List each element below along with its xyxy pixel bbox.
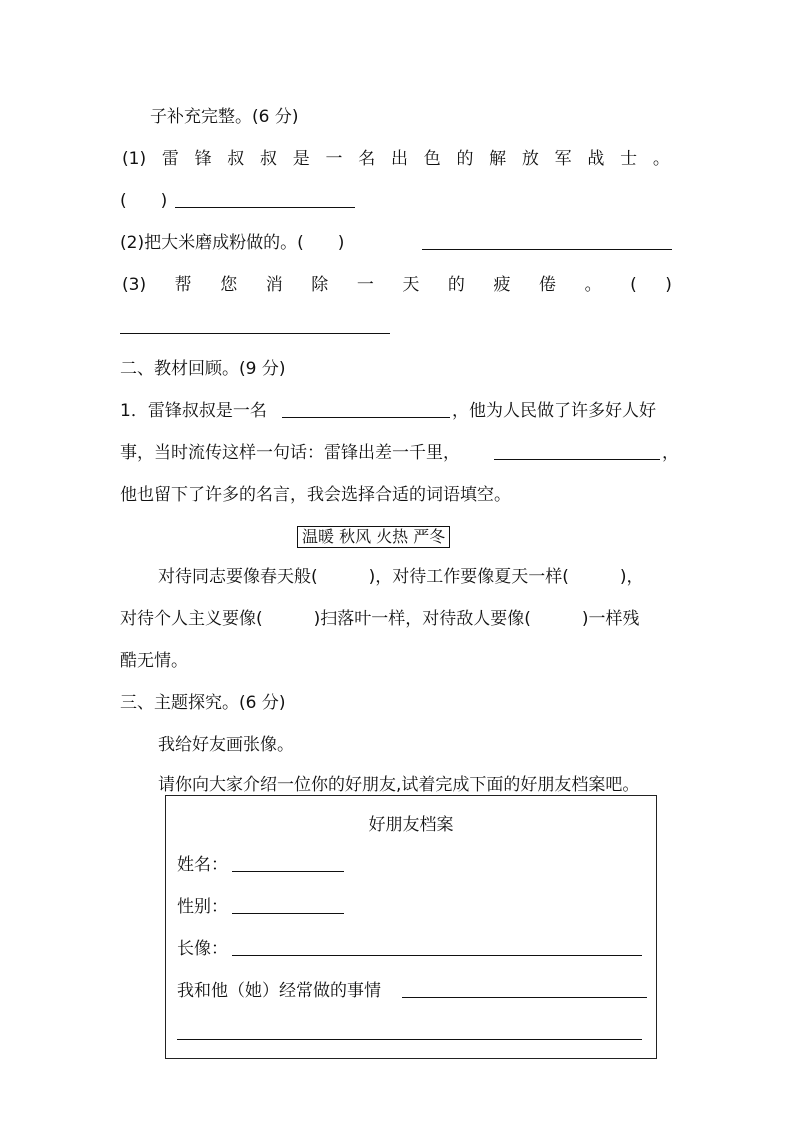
section2-title-line: [0, 356, 794, 382]
q1-item1-chars-char: 色: [423, 149, 441, 169]
q1-item3-chars-char: 疲: [493, 275, 511, 295]
q1-item3-chars-char: 天: [402, 275, 420, 295]
name-label: 姓名：: [177, 855, 228, 875]
section2-title: 二、教材回顾。(9 分): [120, 359, 286, 379]
q1-item1-chars-char: 名: [358, 149, 376, 169]
name-blank[interactable]: [232, 871, 344, 872]
q1-item1-chars-char: 放: [521, 149, 539, 169]
looks-label: 长像：: [177, 939, 228, 959]
q1-item3-sentence: [122, 272, 672, 298]
q1-item1-chars-char: 锋: [194, 149, 212, 169]
word-bank-line: [0, 526, 794, 552]
profile-activities-row: [166, 978, 656, 1004]
s2-line3: [0, 482, 794, 508]
q1-item3-chars-char: 除: [311, 275, 329, 295]
q1-item1-chars-char: 叔: [260, 149, 278, 169]
gender-label: 性别：: [177, 897, 228, 917]
q1-instruction-line: [0, 104, 794, 130]
s2-fill-text3: 酷无情。: [120, 651, 188, 671]
q1-item1-chars-char: 军: [554, 149, 572, 169]
s2-line2-end: ，: [662, 443, 679, 463]
q1-item3-answer-line: [0, 314, 794, 340]
q1-item3-chars-char: 您: [220, 275, 238, 295]
s2-line3-text: 他也留下了许多的名言，我会选择合适的词语填空。: [120, 485, 511, 505]
q1-item3-line: [0, 272, 794, 298]
q1-item3-chars-char: 的: [447, 275, 465, 295]
answer-blank[interactable]: [175, 207, 355, 208]
s3-line1-text: 我给好友画张像。: [158, 735, 294, 755]
s2-line1: [0, 398, 794, 424]
q1-item3-chars-char: 倦: [539, 275, 557, 295]
q1-item1-chars-char: 的: [456, 149, 474, 169]
q1-item1-chars-char: 叔: [227, 149, 245, 169]
q1-item3-chars-char: ): [665, 275, 672, 295]
activities-blank-2[interactable]: [177, 1039, 642, 1040]
q1-item1-chars-char: 雷: [161, 149, 179, 169]
profile-looks-row: [166, 936, 656, 962]
q1-item1-chars-char: 战: [587, 149, 605, 169]
s2-fill-text1: 对待同志要像春天般( )，对待工作要像夏天一样( )，: [158, 567, 644, 587]
friend-profile-box: [165, 795, 657, 1059]
profile-title-line: [166, 812, 656, 838]
answer-blank[interactable]: [282, 417, 450, 418]
q1-item3-chars-char: (3): [122, 275, 147, 295]
s2-fill-line3: [0, 648, 794, 674]
q1-item1-line: [0, 146, 794, 172]
s2-fill-line2: [0, 606, 794, 632]
q1-item3-chars-char: (: [630, 275, 637, 295]
s2-line1-end: ，他为人民做了许多好人好: [452, 401, 656, 421]
s2-line2: [0, 440, 794, 466]
s2-fill-line1: [0, 564, 794, 590]
answer-blank[interactable]: [120, 333, 390, 334]
q1-item3-chars-char: 一: [356, 275, 374, 295]
activities-blank[interactable]: [402, 997, 647, 998]
s2-fill-text2: 对待个人主义要像( )扫落叶一样，对待敌人要像( )一样残: [120, 609, 640, 629]
q1-item1-sentence: [122, 146, 670, 172]
q1-item3-chars-char: 。: [584, 275, 602, 295]
q1-item2-line: [0, 230, 794, 256]
q1-item1-chars-char: 一: [325, 149, 343, 169]
s2-line1-start: 1．雷锋叔叔是一名: [120, 401, 267, 421]
word-bank: 温暖 秋风 火热 严冬: [297, 526, 450, 548]
q1-item3-chars-char: 消: [265, 275, 283, 295]
activities-label: 我和他（她）经常做的事情: [177, 981, 381, 1001]
q1-item1-answer-paren: ( ): [120, 191, 168, 211]
answer-blank[interactable]: [494, 459, 660, 460]
q1-item1-chars-char: 。: [652, 149, 670, 169]
section3-title-line: [0, 690, 794, 716]
q1-item1-answer-line: [0, 188, 794, 214]
s2-line2-start: 事，当时流传这样一句话：雷锋出差一千里，: [120, 443, 460, 463]
profile-title: 好朋友档案: [368, 815, 454, 835]
looks-blank[interactable]: [232, 955, 642, 956]
profile-extra-row: [166, 1020, 656, 1046]
q1-item1-chars-char: 士: [620, 149, 638, 169]
q1-item1-chars-char: 是: [292, 149, 310, 169]
section3-title: 三、主题探究。(6 分): [120, 693, 286, 713]
profile-gender-row: [166, 894, 656, 920]
gender-blank[interactable]: [232, 913, 344, 914]
q1-item1-chars-char: 解: [489, 149, 507, 169]
q1-item1-chars-char: 出: [390, 149, 408, 169]
q1-item1-chars-char: (1): [122, 149, 147, 169]
s3-line1: [0, 732, 794, 758]
answer-blank[interactable]: [422, 249, 672, 250]
q1-item3-chars-char: 帮: [174, 275, 192, 295]
q1-item2-text: (2)把大米磨成粉做的。( ): [120, 233, 345, 253]
q1-instruction: 子补充完整。(6 分): [150, 107, 299, 127]
profile-name-row: [166, 852, 656, 878]
s3-line2-text: 请你向大家介绍一位你的好朋友,试着完成下面的好朋友档案吧。: [158, 775, 640, 795]
